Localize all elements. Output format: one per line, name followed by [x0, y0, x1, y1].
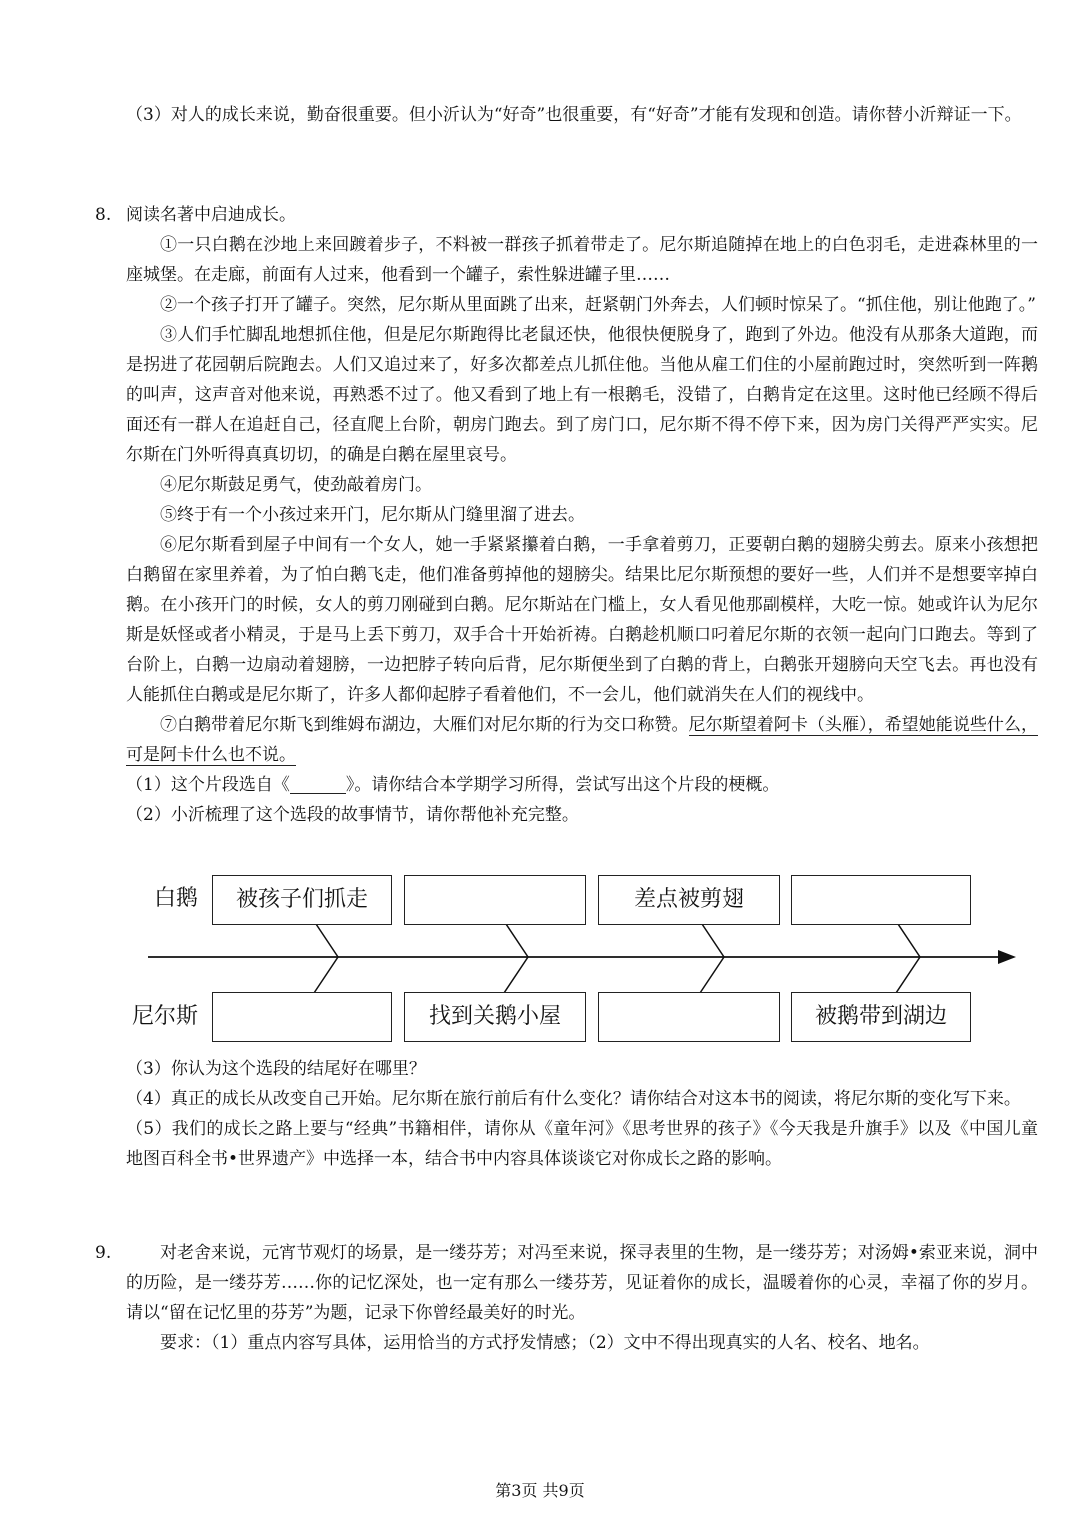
page-footer: 第3页 共9页	[495, 1481, 585, 1500]
q9-text: 对老舍来说，元宵节观灯的场景，是一缕芬芳；对冯至来说，探寻表里的生物，是一缕芬芳；对汤姆•索亚来说，洞中的历险，是一缕芬芳……你的记忆深处，也一定有那么一缕芬芳，见证着你的成长，温暖着你的心灵，幸福了你的岁月。请以“留在记忆里的芬芳”为题，记录下你曾经最美好的时光。	[126, 1243, 1038, 1323]
nils-box-1-blank[interactable]	[212, 992, 392, 1042]
goose-box-2-blank[interactable]	[404, 875, 586, 925]
nils-box-2: 找到关鹅小屋	[404, 992, 586, 1042]
q8-paragraph-1: ①一只白鹅在沙地上来回踱着步子，不料被一群孩子抓着带走了。尼尔斯追随掉在地上的白色羽毛，走进森林里的一座城堡。在走廊，前面有人过来，他看到一个罐子，索性躲进罐子里……	[126, 235, 1038, 285]
q8-paragraph-2: ②一个孩子打开了罐子。突然，尼尔斯从里面跳了出来，赶紧朝门外奔去，人们顿时惊呆了。“抓住他，别让他跑了。”	[160, 295, 1036, 315]
q8-paragraph-7-plain: ⑦白鹅带着尼尔斯飞到维姆布湖边，大雁们对尼尔斯的行为交口称赞。	[160, 715, 689, 735]
q8-paragraph-6: ⑥尼尔斯看到屋子中间有一个女人，她一手紧紧攥着白鹅，一手拿着剪刀，正要朝白鹅的翅膀尖剪去。原来小孩想把白鹅留在家里养着，为了怕白鹅飞走，他们准备剪掉他的翅膀尖。结果比尼尔斯预想的要好一些，人们并不是想要宰掉白鹅。在小孩开门的时候，女人的剪刀刚碰到白鹅。尼尔斯站在门槛上，女人看见他那副模样，大吃一惊。她或许认为尼尔斯是妖怪或者小精灵，于是马上丢下剪刀，双手合十开始祈祷。白鹅趁机顺口叼着尼尔斯的衣领一起向门口跑去。等到了台阶上，白鹅一边扇动着翅膀，一边把脖子转向后背，尼尔斯便坐到了白鹅的背上，白鹅张开翅膀向天空飞去。再也没有人能抓住白鹅或是尼尔斯了，许多人都仰起脖子看着他们，不一会儿，他们就消失在人们的视线中。	[126, 535, 1038, 705]
goose-row-label: 白鹅	[154, 886, 199, 911]
q8-paragraph-5: ⑤终于有一个小孩过来开门，尼尔斯从门缝里溜了进去。	[160, 505, 585, 525]
q8-subquestions	[126, 1054, 1038, 1174]
q8-paragraph-3: ③人们手忙脚乱地想抓住他，但是尼尔斯跑得比老鼠还快，他很快便脱身了，跑到了外边。他没有从那条大道跑，而是拐进了花园朝后院跑去。人们又追过来了，好多次都差点儿抓住他。当他从雇工们住的小屋前跑过时，突然听到一阵鹅的叫声，这声音对他来说，再熟悉不过了。他又看到了地上有一根鹅毛，没错了，白鹅肯定在这里。这时他已经顾不得后面还有一群人在追赶自己，径直爬上台阶，朝房门跑去。到了房门口，尼尔斯不得不停下来，因为房门关得严严实实。尼尔斯在门外听得真真切切，的确是白鹅在屋里哀号。	[126, 325, 1038, 465]
q8-paragraph-7-underlined: 尼尔斯望着阿卡（头雁），希望她能说些什么，可是阿卡什么也不说。	[126, 715, 1039, 765]
q9-requirement: 要求：（1）重点内容写具体，运用恰当的方式抒发情感；（2）文中不得出现真实的人名、校名、地名。	[160, 1333, 930, 1353]
goose-box-4-blank[interactable]	[791, 875, 971, 925]
q8-sub5: （5）我们的成长之路上要与“经典”书籍相伴，请你从《童年河》《思考世界的孩子》《今天我是升旗手》以及《中国儿童地图百科全书•世界遗产》中选择一本，结合书中内容具体谈谈它对你成长之路的影响。	[126, 1119, 1038, 1169]
goose-box-3: 差点被剪翅	[598, 875, 780, 925]
book-title-blank[interactable]	[290, 773, 346, 794]
q8-sub2: （2）小沂梳理了这个选段的故事情节，请你帮他补充完整。	[126, 805, 579, 825]
q9-body	[126, 1238, 1038, 1358]
goose-box-1: 被孩子们抓走	[212, 875, 392, 925]
plot-diagram	[126, 862, 1026, 1052]
nils-row-label: 尼尔斯	[132, 1004, 199, 1029]
q7-part3	[126, 100, 1038, 130]
q8-sub4: （4）真正的成长从改变自己开始。尼尔斯在旅行前后有什么变化？请你结合对这本书的阅读，将尼尔斯的变化写下来。	[126, 1089, 1021, 1109]
q8-paragraph-4: ④尼尔斯鼓足勇气，使劲敲着房门。	[160, 475, 432, 495]
q7-part3-text: （3）对人的成长来说，勤奋很重要。但小沂认为“好奇”也很重要，有“好奇”才能有发现和创造。请你替小沂辩证一下。	[126, 105, 1022, 125]
q8-sub1-start: （1）这个片段选自《	[126, 775, 290, 795]
q8-title: 阅读名著中启迪成长。	[126, 205, 296, 225]
q8-sub3: （3）你认为这个选段的结尾好在哪里？	[126, 1059, 426, 1079]
q8-number: 8.	[95, 205, 112, 225]
q8-sub1-end: 》。请你结合本学期学习所得，尝试写出这个片段的梗概。	[345, 775, 780, 795]
nils-box-4: 被鹅带到湖边	[791, 992, 971, 1042]
q8-sub1	[126, 770, 1038, 800]
timeline-arrow-head	[998, 950, 1016, 964]
nils-box-3-blank[interactable]	[598, 992, 780, 1042]
q8-paragraph-7	[126, 710, 1038, 770]
q9-number: 9.	[95, 1243, 112, 1263]
q8-body	[126, 200, 1038, 830]
